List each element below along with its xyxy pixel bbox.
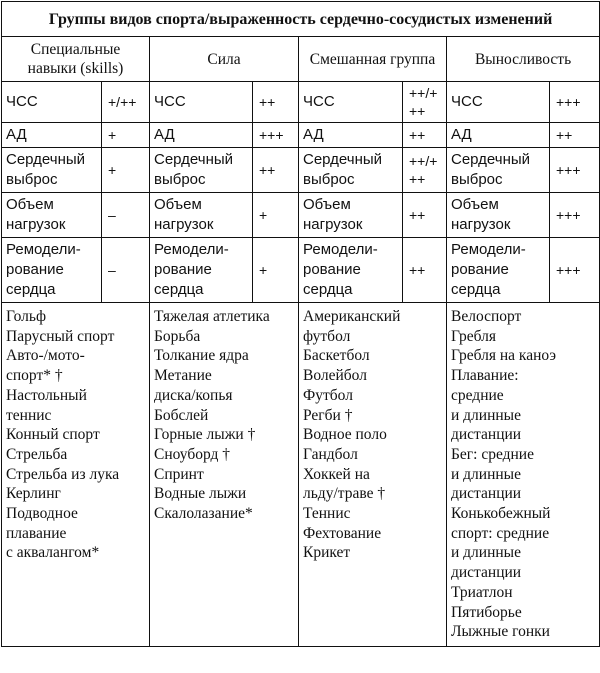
group-header-endurance: Выносливость	[447, 37, 600, 82]
param-label: Ремодели- рование сердца	[2, 238, 102, 303]
param-label: Объем нагрузок	[447, 193, 550, 238]
param-value: ++	[403, 123, 447, 148]
param-label: Объем нагрузок	[2, 193, 102, 238]
group-header-mixed: Смешанная группа	[299, 37, 447, 82]
sports-list-text: Американский футбол Баскетбол Волейбол Футбол Регби † Водное поло Гандбол Хоккей на льду/траве † Теннис Фехтование Крикет	[303, 308, 401, 562]
sports-list-mixed	[299, 303, 447, 647]
param-value: +	[253, 193, 299, 238]
sports-list-text: Велоспорт Гребля Гребля на каноэ Плавание: средние и длинные дистанции Бег: средние и длинные дистанции Конькобежный спорт: средние и длинные дистанции Триатлон Пятиборье Лыжные гонки	[451, 308, 556, 641]
table-row	[2, 123, 600, 148]
sports-list-text: Гольф Парусный спорт Авто-/мото- спорт* † Настольный теннис Конный спорт Стрельба Стрельба из лука Керлинг Подводное плавание с аквалангом*	[6, 308, 120, 562]
param-label: Сердечный выброс	[150, 148, 253, 193]
param-value: ++	[403, 238, 447, 303]
param-value: +	[102, 148, 150, 193]
param-value: –	[102, 193, 150, 238]
table-row	[2, 238, 600, 303]
table-row	[2, 148, 600, 193]
sports-list-strength	[150, 303, 299, 647]
param-label: ЧСС	[447, 82, 550, 123]
param-value: +++	[550, 148, 600, 193]
sports-list-endurance	[447, 303, 600, 647]
table-row	[2, 303, 600, 647]
table-row	[2, 82, 600, 123]
param-label: Объем нагрузок	[299, 193, 403, 238]
param-label: АД	[447, 123, 550, 148]
param-label: Ремодели- рование сердца	[299, 238, 403, 303]
group-header-strength: Сила	[150, 37, 299, 82]
param-label: Объем нагрузок	[150, 193, 253, 238]
sports-list-text: Тяжелая атлетика Борьба Толкание ядра Метание диска/копья Бобслей Горные лыжи † Сноуборд † Спринт Водные лыжи Скалолазание*	[154, 308, 270, 523]
param-value: ++	[253, 82, 299, 123]
param-value: –	[102, 238, 150, 303]
param-label: АД	[2, 123, 102, 148]
table-row	[2, 193, 600, 238]
param-value: ++	[550, 123, 600, 148]
group-header-skills: Специальные навыки (skills)	[2, 37, 150, 82]
param-value: +++	[550, 193, 600, 238]
param-value: ++	[253, 148, 299, 193]
param-label: АД	[150, 123, 253, 148]
param-label: ЧСС	[2, 82, 102, 123]
param-value: +++	[550, 82, 600, 123]
param-value: ++/+ ++	[403, 148, 447, 193]
sports-list-skills	[2, 303, 150, 647]
param-label: Сердечный выброс	[447, 148, 550, 193]
param-value: +	[253, 238, 299, 303]
param-label: Ремодели- рование сердца	[150, 238, 253, 303]
param-value: ++	[403, 193, 447, 238]
param-label: ЧСС	[299, 82, 403, 123]
sports-cardio-table	[1, 1, 600, 647]
param-label: Ремодели- рование сердца	[447, 238, 550, 303]
param-value: +++	[253, 123, 299, 148]
param-label: Сердечный выброс	[299, 148, 403, 193]
param-label: ЧСС	[150, 82, 253, 123]
param-value: ++/+ ++	[403, 82, 447, 123]
table-title: Группы видов спорта/выраженность сердечно-сосудистых изменений	[2, 2, 600, 37]
param-value: +/++	[102, 82, 150, 123]
param-label: АД	[299, 123, 403, 148]
param-value: +++	[550, 238, 600, 303]
param-value: +	[102, 123, 150, 148]
param-label: Сердечный выброс	[2, 148, 102, 193]
